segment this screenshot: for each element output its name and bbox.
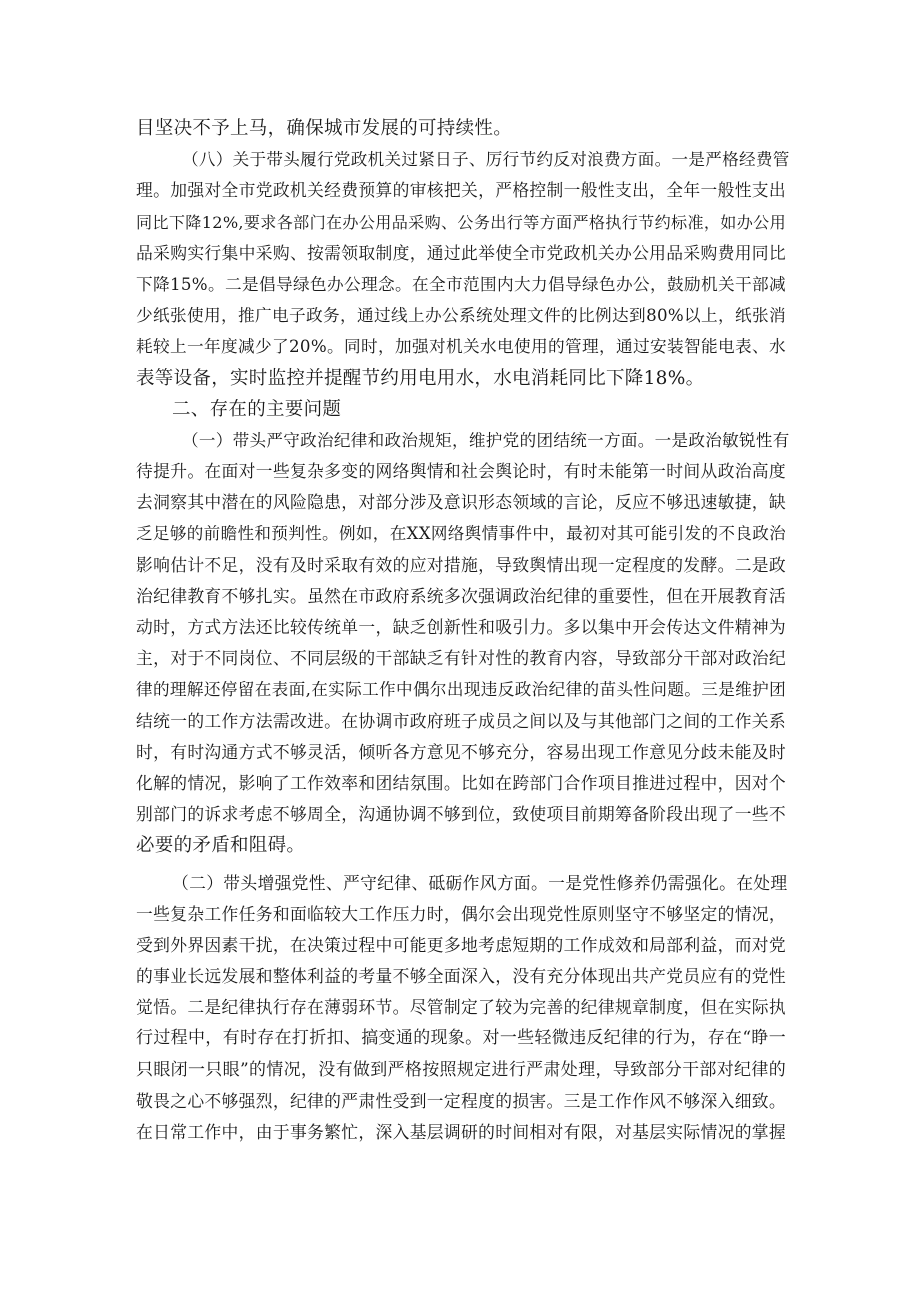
text-line: 影响估计不足，没有及时采取有效的应对措施，导致舆情出现一定程度的发酵。二是政 <box>136 554 786 575</box>
text-line: 去洞察其中潜在的风险隐患，对部分涉及意识形态领域的言论，反应不够迅速敏捷，缺 <box>136 492 786 513</box>
text-line: 少纸张使用，推广电子政务，通过线上办公系统处理文件的比例达到80%以上，纸张消 <box>136 306 786 326</box>
text-line: 行过程中，有时存在打折扣、搞变通的现象。对一些轻微违反纪律的行为，存在“睁一 <box>136 1028 786 1049</box>
text-line: 化解的情况，影响了工作效率和团结氛围。比如在跨部门合作项目推进过程中，因对个 <box>136 772 786 793</box>
text-line: （八）关于带头履行党政机关过紧日子、厉行节约反对浪费方面。一是严格经费管 <box>182 150 790 170</box>
text-line: 下降15%。二是倡导绿色办公理念。在全市范围内大力倡导绿色办公，鼓励机关干部减 <box>136 274 786 294</box>
text-line: （二）带头增强党性、严守纪律、砥砺作风方面。一是党性修养仍需强化。在处理 <box>172 872 788 893</box>
text-line: 在日常工作中，由于事务繁忙，深入基层调研的时间相对有限，对基层实际情况的掌握 <box>136 1122 786 1142</box>
text-line: 目坚决不予上马，确保城市发展的可持续性。 <box>136 118 513 139</box>
text-line: 一些复杂工作任务和面临较大工作压力时，偶尔会出现党性原则坚守不够坚定的情况， <box>136 903 786 924</box>
text-line: 二、存在的主要问题 <box>172 398 342 420</box>
document-body <box>136 113 790 1148</box>
text-line: 表等设备，实时监控并提醒节约用电用水，水电消耗同比下降18%。 <box>136 367 705 389</box>
text-line: 只眼闭一只眼”的情况，没有做到严格按照规定进行严肃处理，导致部分干部对纪律的 <box>136 1059 786 1080</box>
text-line: 乏足够的前瞻性和预判性。例如，在XX网络舆情事件中，最初对其可能引发的不良政治 <box>136 524 786 544</box>
text-line: 时，有时沟通方式不够灵活，倾听各方意见不够充分，容易出现工作意见分歧未能及时 <box>136 741 786 762</box>
text-line: 同比下降12%,要求各部门在办公用品采购、公务出行等方面严格执行节约标准，如办公用 <box>136 212 786 232</box>
text-line: 别部门的诉求考虑不够周全，沟通协调不够到位，致使项目前期筹备阶段出现了一些不 <box>136 804 786 825</box>
text-line: 敬畏之心不够强烈，纪律的严肃性受到一定程度的损害。三是工作作风不够深入细致。 <box>136 1090 786 1111</box>
text-line: 结统一的工作方法需改进。在协调市政府班子成员之间以及与其他部门之间的工作关系 <box>136 710 786 731</box>
text-line: 受到外界因素干扰，在决策过程中可能更多地考虑短期的工作成效和局部利益，而对党 <box>136 934 786 955</box>
text-line: 主，对于不同岗位、不同层级的干部缺乏有针对性的教育内容，导致部分干部对政治纪 <box>136 648 786 669</box>
text-line: （一）带头严守政治纪律和政治规矩，维护党的团结统一方面。一是政治敏锐性有 <box>182 430 790 450</box>
text-line: 耗较上一年度减少了20%。同时，加强对机关水电使用的管理，通过安装智能电表、水 <box>136 337 786 357</box>
text-line: 必要的矛盾和阻碍。 <box>136 835 306 857</box>
text-line: 理。加强对全市党政机关经费预算的审核把关，严格控制一般性支出，全年一般性支出 <box>136 180 786 201</box>
text-line: 觉悟。二是纪律执行存在薄弱环节。尽管制定了较为完善的纪律规章制度，但在实际执 <box>136 997 786 1018</box>
text-line: 待提升。在面对一些复杂多变的网络舆情和社会舆论时，有时未能第一时间从政治高度 <box>136 461 786 482</box>
text-line: 品采购实行集中采购、按需领取制度，通过此举使全市党政机关办公用品采购费用同比 <box>136 242 786 263</box>
text-line: 律的理解还停留在表面,在实际工作中偶尔出现违反政治纪律的苗头性问题。三是维护团 <box>136 680 786 700</box>
text-line: 动时，方式方法还比较传统单一，缺乏创新性和吸引力。多以集中开会传达文件精神为 <box>136 617 786 637</box>
text-line: 治纪律教育不够扎实。虽然在市政府系统多次强调政治纪律的重要性，但在开展教育活 <box>136 585 786 606</box>
text-line: 的事业长远发展和整体利益的考量不够全面深入，没有充分体现出共产党员应有的党性 <box>136 966 786 987</box>
